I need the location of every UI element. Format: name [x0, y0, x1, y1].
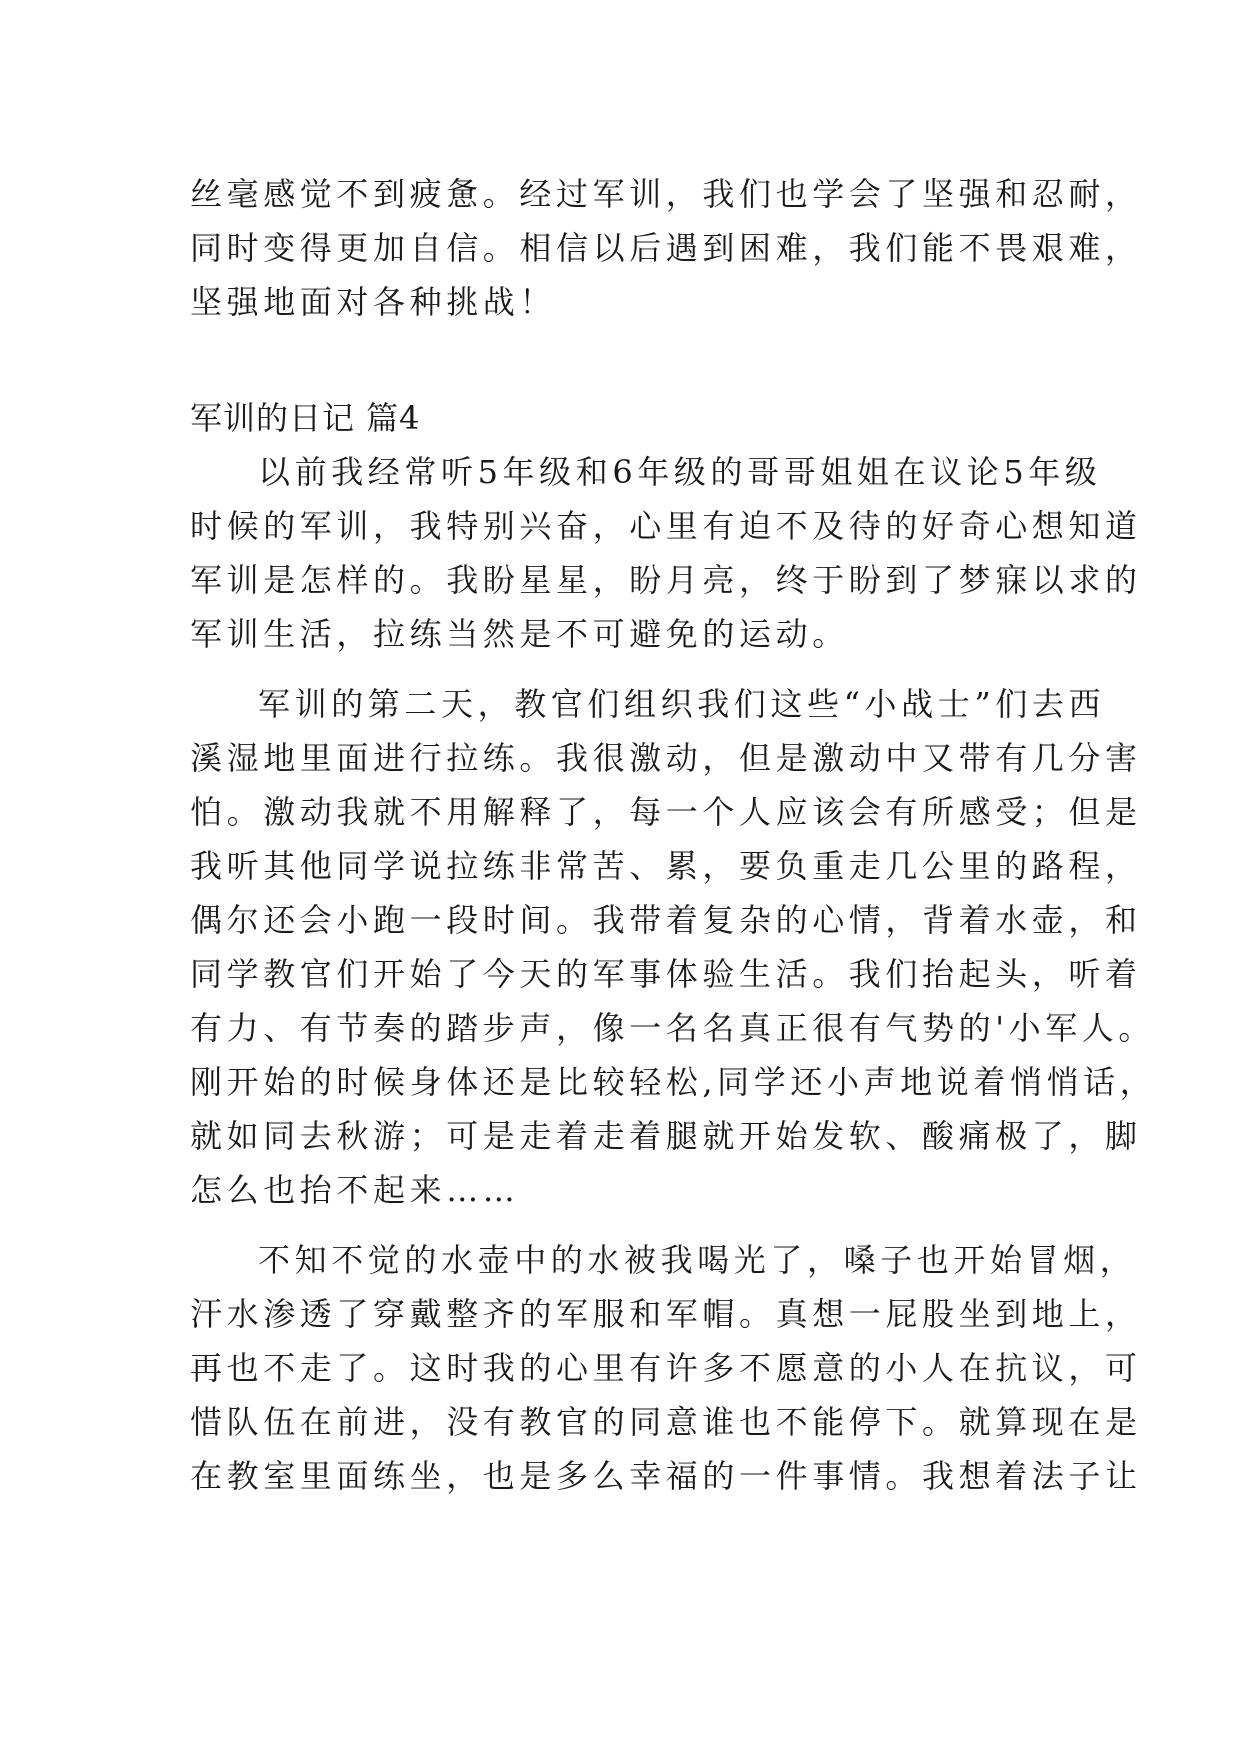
- body-text-line: 丝毫感觉不到疲惫。经过军训，我们也学会了坚强和忍耐，: [190, 175, 1142, 213]
- body-text-line: 汗水渗透了穿戴整齐的军服和军帽。真想一屁股坐到地上，: [190, 1295, 1142, 1333]
- body-text-line: 偶尔还会小跑一段时间。我带着复杂的心情，背着水壶，和: [190, 901, 1142, 939]
- body-text-line: 刚开始的时候身体还是比较轻松,同学还小声地说着悄悄话，: [190, 1063, 1157, 1101]
- body-text-line: 就如同去秋游；可是走着走着腿就开始发软、酸痛极了，脚: [190, 1117, 1142, 1155]
- body-text-line: 军训的第二天，教官们组织我们这些“小战士”们去西: [258, 685, 1106, 723]
- body-text-line: 坚强地面对各种挑战！: [190, 283, 557, 321]
- body-text-line: 怎么也抬不起来……: [190, 1171, 520, 1209]
- body-text-line: 溪湿地里面进行拉练。我很激动，但是激动中又带有几分害: [190, 739, 1142, 777]
- body-text-line: 再也不走了。这时我的心里有许多不愿意的小人在抗议，可: [190, 1349, 1142, 1387]
- body-text-line: 不知不觉的水壶中的水被我喝光了，嗓子也开始冒烟，: [258, 1241, 1137, 1279]
- body-text-line: 同学教官们开始了今天的军事体验生活。我们抬起头，听着: [190, 955, 1142, 993]
- body-text-line: 惜队伍在前进，没有教官的同意谁也不能停下。就算现在是: [190, 1403, 1142, 1441]
- body-text-line: 有力、有节奏的踏步声，像一名名真正很有气势的'小军人。: [190, 1009, 1155, 1047]
- body-text-line: 军训是怎样的。我盼星星，盼月亮，终于盼到了梦寐以求的: [190, 561, 1142, 599]
- body-text-line: 同时变得更加自信。相信以后遇到困难，我们能不畏艰难，: [190, 229, 1142, 267]
- body-text-line: 军训生活，拉练当然是不可避免的运动。: [190, 615, 849, 653]
- body-text-line: 以前我经常听5年级和6年级的哥哥姐姐在议论5年级: [258, 453, 1102, 491]
- body-text-line: 我听其他同学说拉练非常苦、累，要负重走几公里的路程，: [190, 847, 1142, 885]
- body-text-line: 时候的军训，我特别兴奋，心里有迫不及待的好奇心想知道: [190, 507, 1142, 545]
- body-text-line: 怕。激动我就不用解释了，每一个人应该会有所感受；但是: [190, 793, 1142, 831]
- section-heading: 军训的日记 篇4: [190, 399, 421, 437]
- body-text-line: 在教室里面练坐，也是多么幸福的一件事情。我想着法子让: [190, 1457, 1142, 1495]
